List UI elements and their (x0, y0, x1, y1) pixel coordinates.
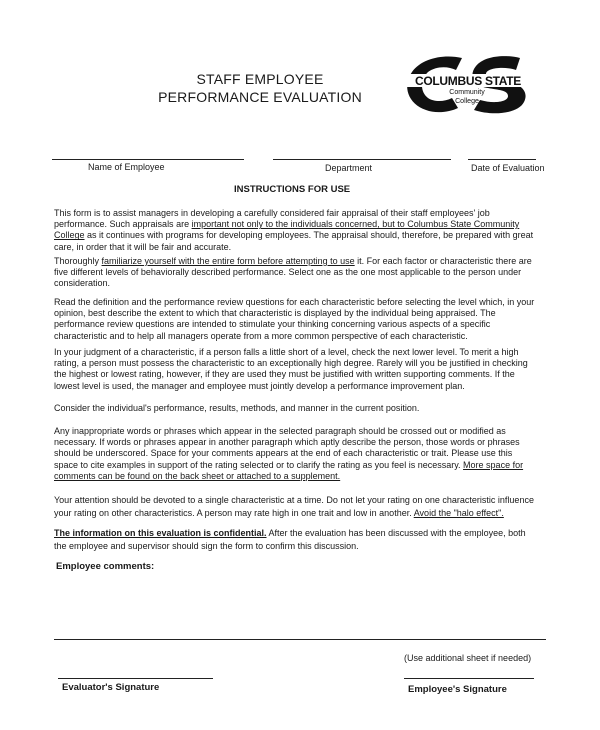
columbus-state-logo (400, 52, 535, 118)
instructions-paragraph-1: This form is to assist managers in developing a carefully considered fair appraisal of their staff employees' job performance. Such appraisals are important not only to the individuals concerned, but to Columbus State Community College as it continues with programs for developing employees. The appraisal should, therefore, be prepared with great care, in order that it will be fair and accurate. (54, 208, 534, 252)
instructions-paragraph-2: Thoroughly familiarize yourself with the entire form before attempting to use it. For each factor or characteristic there are five different levels of behaviorally described performance. Select one as the one most applicable to the person under consideration. (54, 256, 532, 289)
employee-name-label: Name of Employee (88, 162, 165, 172)
employee-name-line[interactable] (52, 159, 244, 160)
department-line[interactable] (273, 159, 451, 160)
logo-sub-1: Community (449, 89, 485, 96)
date-label: Date of Evaluation (471, 163, 545, 173)
department-label: Department (325, 163, 373, 173)
title-line-2: PERFORMANCE EVALUATION (158, 89, 362, 105)
evaluator-signature-label: Evaluator's Signature (62, 682, 160, 693)
date-line[interactable] (468, 159, 536, 160)
instructions-paragraph-6: Any inappropriate words or phrases which appear in the selected paragraph should be crossed out or modified as necessary. If words or phrases appear in another paragraph which aptly describe the person, those words or phrases should be underscored. Space for your comments appears at the end of each characteristic or trait. Please use this space to cite examples in support of the rating selected or to clarify the rating as you feel is necessary. More space for comments can be found on the back sheet or attached to a supplement. (54, 426, 524, 481)
instructions-paragraph-4: In your judgment of a characteristic, if a person falls a little short of a level, check the next lower level. To merit a high rating, a person must possess the characteristic to an exceptionally high degree. Rarely will you be justified in checking the highest or lowest rating, however, if they are used they must be justified with written supporting comments. If the lowest level is used, the manager and employee must jointly develop a performance improvement plan. (54, 347, 528, 391)
employee-comments-line[interactable] (54, 639, 546, 640)
title-line-1: STAFF EMPLOYEE (196, 71, 324, 87)
logo-sub-2: College (455, 98, 479, 105)
instructions-heading: INSTRUCTIONS FOR USE (234, 184, 351, 195)
employee-signature-line[interactable] (404, 678, 534, 679)
additional-sheet-note: (Use additional sheet if needed) (404, 653, 532, 663)
instructions-paragraph-8: The information on this evaluation is confidential. After the evaluation has been discussed with the employee, both the employee and supervisor should sign the form to confirm this discussion. (54, 528, 526, 551)
instructions-paragraph-3: Read the definition and the performance review questions for each characteristic before selecting the level which, in your opinion, best describe the extent to which that characteristic is displayed by the individual being appraised. The performance review questions are intended to stimulate your thinking concerning various aspects of a specific characteristic and to help all managers operate from a more common perspective of each characteristic. (54, 297, 535, 341)
document-title (150, 70, 370, 106)
employee-signature-label: Employee's Signature (408, 684, 507, 695)
instructions-paragraph-5: Consider the individual's performance, results, methods, and manner in the current position. (54, 403, 420, 413)
employee-comments-label: Employee comments: (56, 561, 155, 572)
evaluator-signature-line[interactable] (58, 678, 213, 679)
logo-name: COLUMBUS STATE (414, 74, 521, 88)
instructions-paragraph-7: Your attention should be devoted to a single characteristic at a time. Do not let your rating on one characteristic influence your rating on other characteristics. A person may rate high in one trait and low in another. Avoid the "halo effect". (54, 495, 534, 518)
